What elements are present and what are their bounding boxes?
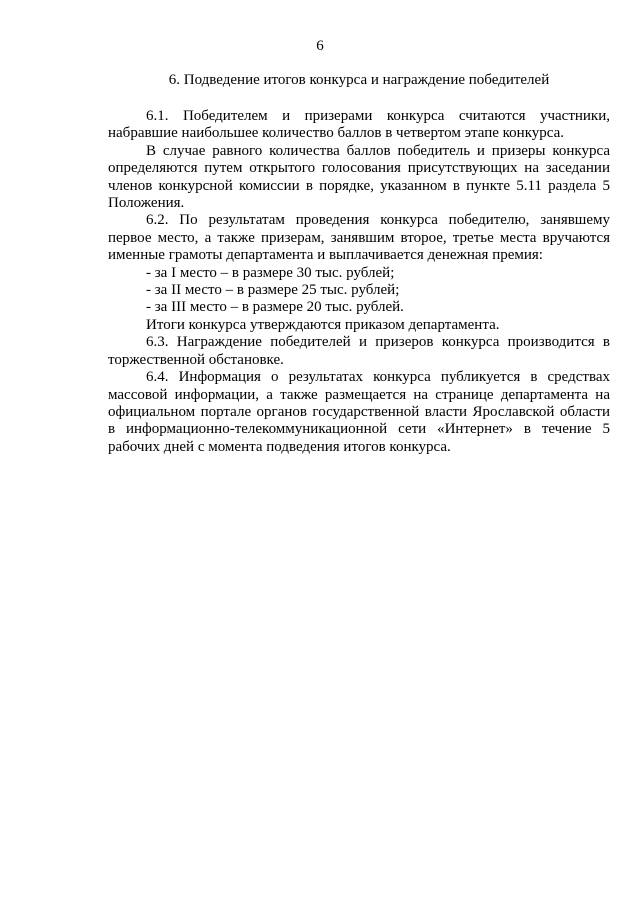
paragraph-results-approval: Итоги конкурса утверждаются приказом департамента.	[146, 316, 500, 333]
section-title: 6. Подведение итогов конкурса и награждение победителей	[168, 72, 550, 88]
prize-second-place: - за II место – в размере 25 тыс. рублей;	[146, 282, 400, 299]
page-number: 6	[316, 38, 324, 54]
prize-third-place: - за III место – в размере 20 тыс. рублей.	[146, 299, 404, 316]
prize-first-place: - за I место – в размере 30 тыс. рублей;	[146, 264, 395, 281]
document-body	[108, 108, 610, 456]
paragraph-tie-rule: В случае равного количества баллов победитель и призеры конкурса определяются путем открытого голосования присутствующих на заседании членов конкурсной комиссии в порядке, указанном в пункте 5.11 раздела 5 Положения.	[108, 142, 610, 212]
paragraph-6-1: 6.1. Победителем и призерами конкурса считаются участники, набравшие наибольшее количество баллов в четвертом этапе конкурса.	[108, 108, 610, 142]
paragraph-6-2: 6.2. По результатам проведения конкурса победителю, занявшему первое место, а также призерам, занявшим второе, третье места вручаются именные грамоты департамента и выплачивается денежная премия:	[108, 212, 610, 264]
paragraph-6-4: 6.4. Информация о результатах конкурса публикуется в средствах массовой информации, а также размещается на странице департамента на официальном портале органов государственной власти Ярославской области в информационно-телекоммуникационной сети «Интернет» в течение 5 рабочих дней с момента подведения итогов конкурса.	[108, 369, 610, 455]
paragraph-6-3: 6.3. Награждение победителей и призеров конкурса производится в торжественной обстановке.	[108, 334, 610, 368]
